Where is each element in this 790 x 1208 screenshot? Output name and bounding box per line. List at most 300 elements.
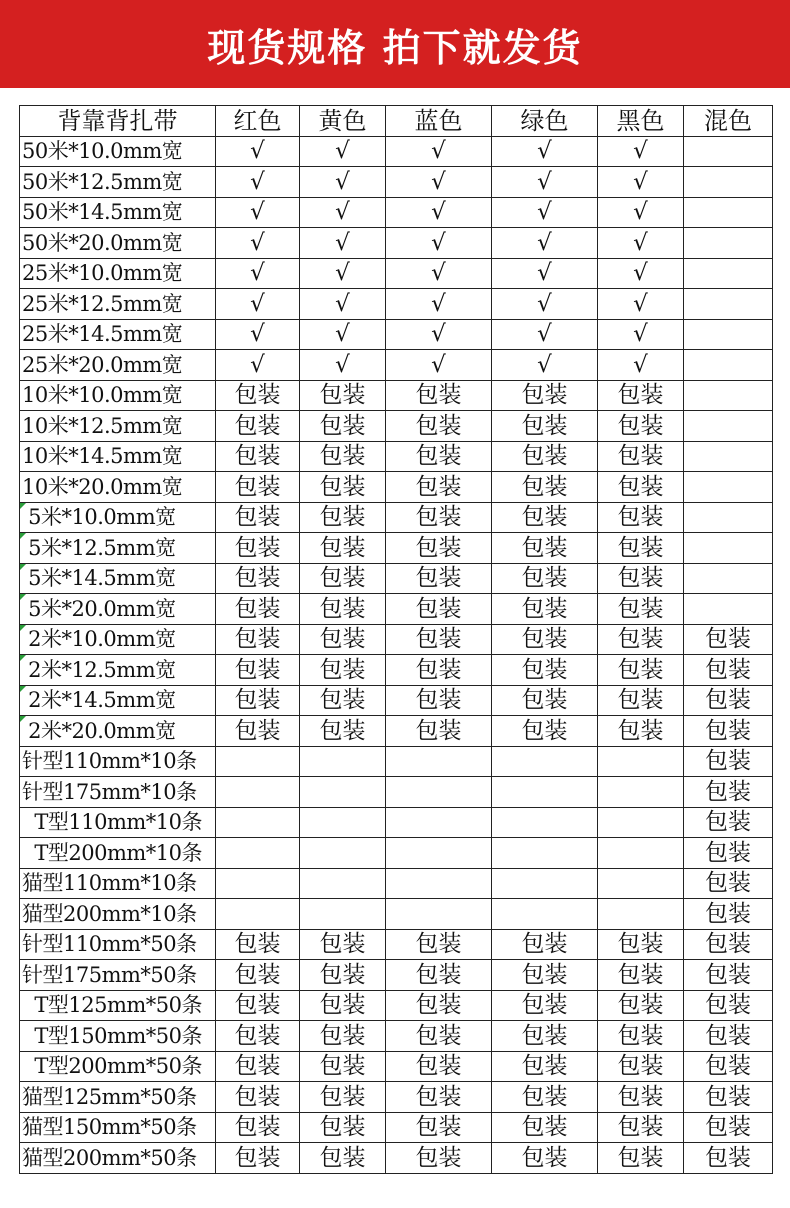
availability-cell: 包装 [598,929,684,960]
table-row [20,716,773,747]
availability-cell: 包装 [386,533,492,564]
availability-cell: 包装 [684,624,773,655]
availability-cell: 包装 [598,1021,684,1052]
availability-cell: 包装 [492,472,598,503]
availability-cell: √ [386,136,492,167]
availability-cell: 包装 [598,1082,684,1113]
availability-cell: 包装 [216,472,300,503]
availability-cell: √ [492,228,598,259]
availability-cell: 包装 [300,624,386,655]
table-row [20,990,773,1021]
availability-cell: 包装 [216,411,300,442]
header-banner [0,0,790,88]
table-row [20,1082,773,1113]
availability-cell: 包装 [492,594,598,625]
availability-cell: 包装 [492,411,598,442]
availability-cell: √ [300,289,386,320]
availability-cell: √ [598,167,684,198]
spec-name-text: 10米*14.5mm宽 [22,444,183,469]
spec-name-text: 猫型150mm*50条 [22,1115,197,1140]
availability-cell [598,807,684,838]
availability-cell [598,899,684,930]
spec-name-cell [20,929,216,960]
spec-name-text: T型125mm*50条 [22,993,202,1018]
availability-cell [300,838,386,869]
availability-cell [598,868,684,899]
availability-cell [386,746,492,777]
availability-cell: 包装 [492,655,598,686]
availability-cell [386,807,492,838]
table-row [20,319,773,350]
cell-comment-marker [20,594,26,600]
availability-cell: 包装 [386,380,492,411]
table-row [20,594,773,625]
spec-name-text: 25米*14.5mm宽 [22,322,183,347]
availability-cell: 包装 [386,716,492,747]
availability-cell: 包装 [386,685,492,716]
spec-name-text: 10米*10.0mm宽 [22,383,183,408]
availability-cell: 包装 [216,1112,300,1143]
spec-name-text: 猫型200mm*50条 [22,1145,197,1170]
availability-cell: 包装 [492,716,598,747]
table-row [20,289,773,320]
spec-name-text: 25米*20.0mm宽 [22,352,183,377]
availability-cell: 包装 [684,960,773,991]
availability-cell: 包装 [598,624,684,655]
spec-name-cell [20,807,216,838]
availability-cell: √ [386,289,492,320]
spec-name-text: 针型110mm*50条 [22,932,197,957]
availability-cell: √ [216,167,300,198]
availability-cell: 包装 [300,1112,386,1143]
availability-cell: 包装 [684,838,773,869]
table-row [20,899,773,930]
spec-name-text: 10米*20.0mm宽 [22,474,183,499]
table-row [20,838,773,869]
table-row [20,441,773,472]
availability-cell: √ [300,167,386,198]
availability-cell: 包装 [492,1112,598,1143]
spec-name-text: 50米*12.5mm宽 [22,169,183,194]
availability-cell [684,319,773,350]
availability-cell: √ [492,289,598,320]
table-row [20,1143,773,1174]
availability-cell: 包装 [216,929,300,960]
spec-name-cell [20,319,216,350]
spec-table-container [19,105,772,1174]
availability-cell: 包装 [300,563,386,594]
availability-cell [684,350,773,381]
spec-name-text: 针型175mm*10条 [22,779,197,804]
availability-cell [216,807,300,838]
availability-cell: 包装 [684,1051,773,1082]
table-row [20,960,773,991]
availability-cell: √ [216,197,300,228]
table-row [20,807,773,838]
availability-cell: 包装 [216,960,300,991]
spec-name-text: T型110mm*10条 [22,810,202,835]
availability-cell: 包装 [300,380,386,411]
cell-comment-marker [20,625,26,631]
table-row [20,929,773,960]
table-row [20,472,773,503]
availability-cell: 包装 [386,655,492,686]
spec-name-text: 针型175mm*50条 [22,962,197,987]
availability-cell [598,838,684,869]
cell-comment-marker [20,655,26,661]
spec-name-cell [20,655,216,686]
spec-name-cell [20,441,216,472]
header-black: 黑色 [598,106,684,137]
availability-cell [684,441,773,472]
availability-cell [598,746,684,777]
availability-cell: 包装 [492,380,598,411]
availability-cell: 包装 [216,380,300,411]
table-row [20,228,773,259]
availability-cell [684,472,773,503]
availability-cell: √ [300,319,386,350]
availability-cell: 包装 [598,380,684,411]
spec-name-text: 5米*12.5mm宽 [22,535,176,560]
availability-cell [216,899,300,930]
availability-cell: √ [598,319,684,350]
banner-title: 现货规格 拍下就发货 [207,25,583,70]
availability-cell: 包装 [386,960,492,991]
spec-name-cell [20,228,216,259]
availability-cell: √ [386,258,492,289]
table-row [20,1112,773,1143]
availability-cell: √ [300,197,386,228]
availability-cell: √ [216,258,300,289]
table-row [20,350,773,381]
availability-cell: 包装 [598,1051,684,1082]
availability-cell: 包装 [492,624,598,655]
availability-cell: 包装 [216,655,300,686]
availability-cell [386,899,492,930]
availability-cell: 包装 [598,655,684,686]
availability-cell: 包装 [684,868,773,899]
table-row [20,502,773,533]
availability-cell: √ [386,319,492,350]
availability-cell: 包装 [598,563,684,594]
availability-cell: 包装 [300,1143,386,1174]
spec-name-cell [20,1112,216,1143]
spec-name-cell [20,502,216,533]
spec-name-text: 5米*20.0mm宽 [22,596,176,621]
availability-cell [300,868,386,899]
availability-cell: √ [300,350,386,381]
spec-name-text: 10米*12.5mm宽 [22,413,183,438]
spec-name-text: 50米*14.5mm宽 [22,200,183,225]
cell-comment-marker [20,564,26,570]
availability-cell: 包装 [492,502,598,533]
availability-cell: 包装 [216,1143,300,1174]
availability-cell: √ [598,136,684,167]
availability-cell: 包装 [386,594,492,625]
spec-name-cell [20,838,216,869]
availability-cell: 包装 [684,990,773,1021]
spec-name-cell [20,350,216,381]
availability-cell: 包装 [216,1021,300,1052]
availability-cell: 包装 [216,563,300,594]
cell-comment-marker [20,533,26,539]
availability-cell: 包装 [216,533,300,564]
availability-cell: 包装 [386,1143,492,1174]
header-blue: 蓝色 [386,106,492,137]
spec-name-cell [20,716,216,747]
availability-cell: √ [598,197,684,228]
spec-name-text: 针型110mm*10条 [22,749,197,774]
availability-cell [492,807,598,838]
availability-cell: √ [598,228,684,259]
spec-name-text: T型200mm*10条 [22,840,202,865]
availability-cell: √ [386,228,492,259]
availability-cell: 包装 [300,1082,386,1113]
availability-cell: 包装 [300,1021,386,1052]
spec-name-text: 2米*20.0mm宽 [22,718,176,743]
availability-cell: 包装 [492,1143,598,1174]
availability-cell: 包装 [386,411,492,442]
availability-cell: 包装 [598,533,684,564]
availability-cell [300,899,386,930]
availability-cell [216,868,300,899]
availability-cell: 包装 [684,655,773,686]
table-header-row [20,106,773,137]
availability-cell: 包装 [386,1082,492,1113]
spec-name-text: T型200mm*50条 [22,1054,202,1079]
availability-cell: 包装 [300,1051,386,1082]
availability-cell [492,868,598,899]
spec-name-cell [20,258,216,289]
spec-name-text: 猫型200mm*10条 [22,901,197,926]
availability-cell: √ [300,228,386,259]
availability-cell: 包装 [598,1143,684,1174]
availability-cell: 包装 [684,746,773,777]
spec-name-cell [20,1021,216,1052]
availability-cell [492,899,598,930]
availability-cell: 包装 [598,716,684,747]
spec-name-cell [20,380,216,411]
availability-cell: √ [300,136,386,167]
availability-cell: √ [300,258,386,289]
availability-cell: 包装 [492,990,598,1021]
availability-cell [684,533,773,564]
table-row [20,655,773,686]
table-row [20,136,773,167]
availability-cell: 包装 [598,1112,684,1143]
spec-name-cell [20,136,216,167]
spec-name-cell [20,533,216,564]
table-row [20,563,773,594]
availability-cell: 包装 [300,594,386,625]
availability-cell: 包装 [492,960,598,991]
table-body [20,136,773,1173]
availability-cell: 包装 [300,441,386,472]
spec-name-text: 50米*20.0mm宽 [22,230,183,255]
availability-cell: 包装 [684,899,773,930]
table-row [20,868,773,899]
table-row [20,197,773,228]
availability-cell: √ [492,167,598,198]
table-row [20,624,773,655]
table-row [20,1021,773,1052]
spec-name-text: 猫型110mm*10条 [22,871,197,896]
header-product: 背靠背扎带 [20,106,216,137]
availability-cell: √ [216,228,300,259]
spec-name-cell [20,868,216,899]
availability-cell: 包装 [216,594,300,625]
availability-cell: 包装 [492,685,598,716]
availability-cell: 包装 [300,685,386,716]
spec-name-text: 50米*10.0mm宽 [22,139,183,164]
spec-name-cell [20,472,216,503]
spec-name-cell [20,624,216,655]
availability-cell [684,563,773,594]
availability-cell [216,838,300,869]
availability-cell: √ [492,350,598,381]
availability-cell [300,746,386,777]
availability-cell: 包装 [386,624,492,655]
availability-cell: 包装 [492,1051,598,1082]
availability-cell: 包装 [386,929,492,960]
table-row [20,533,773,564]
spec-name-cell [20,197,216,228]
header-green: 绿色 [492,106,598,137]
availability-cell: 包装 [492,929,598,960]
availability-cell [492,746,598,777]
cell-comment-marker [20,686,26,692]
spec-name-cell [20,777,216,808]
table-row [20,258,773,289]
spec-name-cell [20,167,216,198]
spec-name-cell [20,411,216,442]
availability-cell: 包装 [598,594,684,625]
spec-name-text: 25米*12.5mm宽 [22,291,183,316]
availability-cell: 包装 [300,655,386,686]
availability-cell [386,868,492,899]
spec-name-cell [20,899,216,930]
availability-cell [386,838,492,869]
spec-name-cell [20,1143,216,1174]
availability-cell: 包装 [300,411,386,442]
availability-cell: 包装 [216,1082,300,1113]
availability-cell [684,228,773,259]
availability-cell: 包装 [386,1051,492,1082]
availability-cell: 包装 [386,1021,492,1052]
availability-cell: 包装 [386,563,492,594]
availability-cell: 包装 [684,1082,773,1113]
availability-cell [684,289,773,320]
availability-cell: 包装 [216,502,300,533]
availability-cell [492,838,598,869]
spec-name-cell [20,594,216,625]
availability-cell: 包装 [300,502,386,533]
availability-cell: √ [216,319,300,350]
availability-cell [684,258,773,289]
availability-cell: 包装 [684,1143,773,1174]
header-red: 红色 [216,106,300,137]
table-row [20,380,773,411]
availability-cell [684,594,773,625]
availability-cell: 包装 [598,441,684,472]
availability-cell: 包装 [684,1021,773,1052]
availability-cell: 包装 [598,502,684,533]
availability-cell: 包装 [684,807,773,838]
spec-name-text: 2米*12.5mm宽 [22,657,176,682]
availability-cell [300,777,386,808]
availability-cell: 包装 [386,502,492,533]
availability-cell: 包装 [598,411,684,442]
availability-cell [684,197,773,228]
availability-cell: √ [492,258,598,289]
availability-cell: 包装 [386,472,492,503]
spec-name-text: 2米*10.0mm宽 [22,627,176,652]
availability-cell: 包装 [684,716,773,747]
availability-cell: 包装 [216,624,300,655]
availability-cell: 包装 [684,777,773,808]
availability-cell: 包装 [684,929,773,960]
availability-cell: 包装 [386,1112,492,1143]
availability-cell: √ [492,136,598,167]
spec-name-text: 2米*14.5mm宽 [22,688,176,713]
availability-cell: 包装 [492,1082,598,1113]
spec-name-cell [20,960,216,991]
availability-cell: 包装 [598,472,684,503]
header-mixed: 混色 [684,106,773,137]
availability-cell: 包装 [492,441,598,472]
availability-cell: 包装 [492,1021,598,1052]
availability-cell: 包装 [300,472,386,503]
availability-cell: √ [598,258,684,289]
availability-cell: 包装 [598,990,684,1021]
availability-cell: 包装 [300,990,386,1021]
availability-cell: √ [386,197,492,228]
spec-name-cell [20,685,216,716]
availability-cell: √ [492,319,598,350]
availability-cell: √ [386,167,492,198]
spec-name-text: 25米*10.0mm宽 [22,261,183,286]
cell-comment-marker [20,716,26,722]
cell-comment-marker [20,503,26,509]
availability-cell: 包装 [216,685,300,716]
spec-name-text: 猫型125mm*50条 [22,1084,197,1109]
spec-name-text: T型150mm*50条 [22,1023,202,1048]
spec-name-text: 5米*10.0mm宽 [22,505,176,530]
spec-name-cell [20,1082,216,1113]
availability-cell [492,777,598,808]
header-yellow: 黄色 [300,106,386,137]
availability-cell: √ [492,197,598,228]
availability-cell: 包装 [300,716,386,747]
table-row [20,411,773,442]
spec-name-text: 5米*14.5mm宽 [22,566,176,591]
availability-cell: 包装 [684,685,773,716]
availability-cell: √ [598,350,684,381]
availability-cell: 包装 [216,1051,300,1082]
availability-cell [684,411,773,442]
spec-name-cell [20,990,216,1021]
table-row [20,746,773,777]
availability-cell: √ [216,289,300,320]
table-row [20,685,773,716]
availability-cell: √ [598,289,684,320]
table-row [20,1051,773,1082]
availability-cell: 包装 [216,990,300,1021]
availability-cell: √ [386,350,492,381]
availability-cell [216,777,300,808]
availability-cell [386,777,492,808]
availability-cell: √ [216,350,300,381]
